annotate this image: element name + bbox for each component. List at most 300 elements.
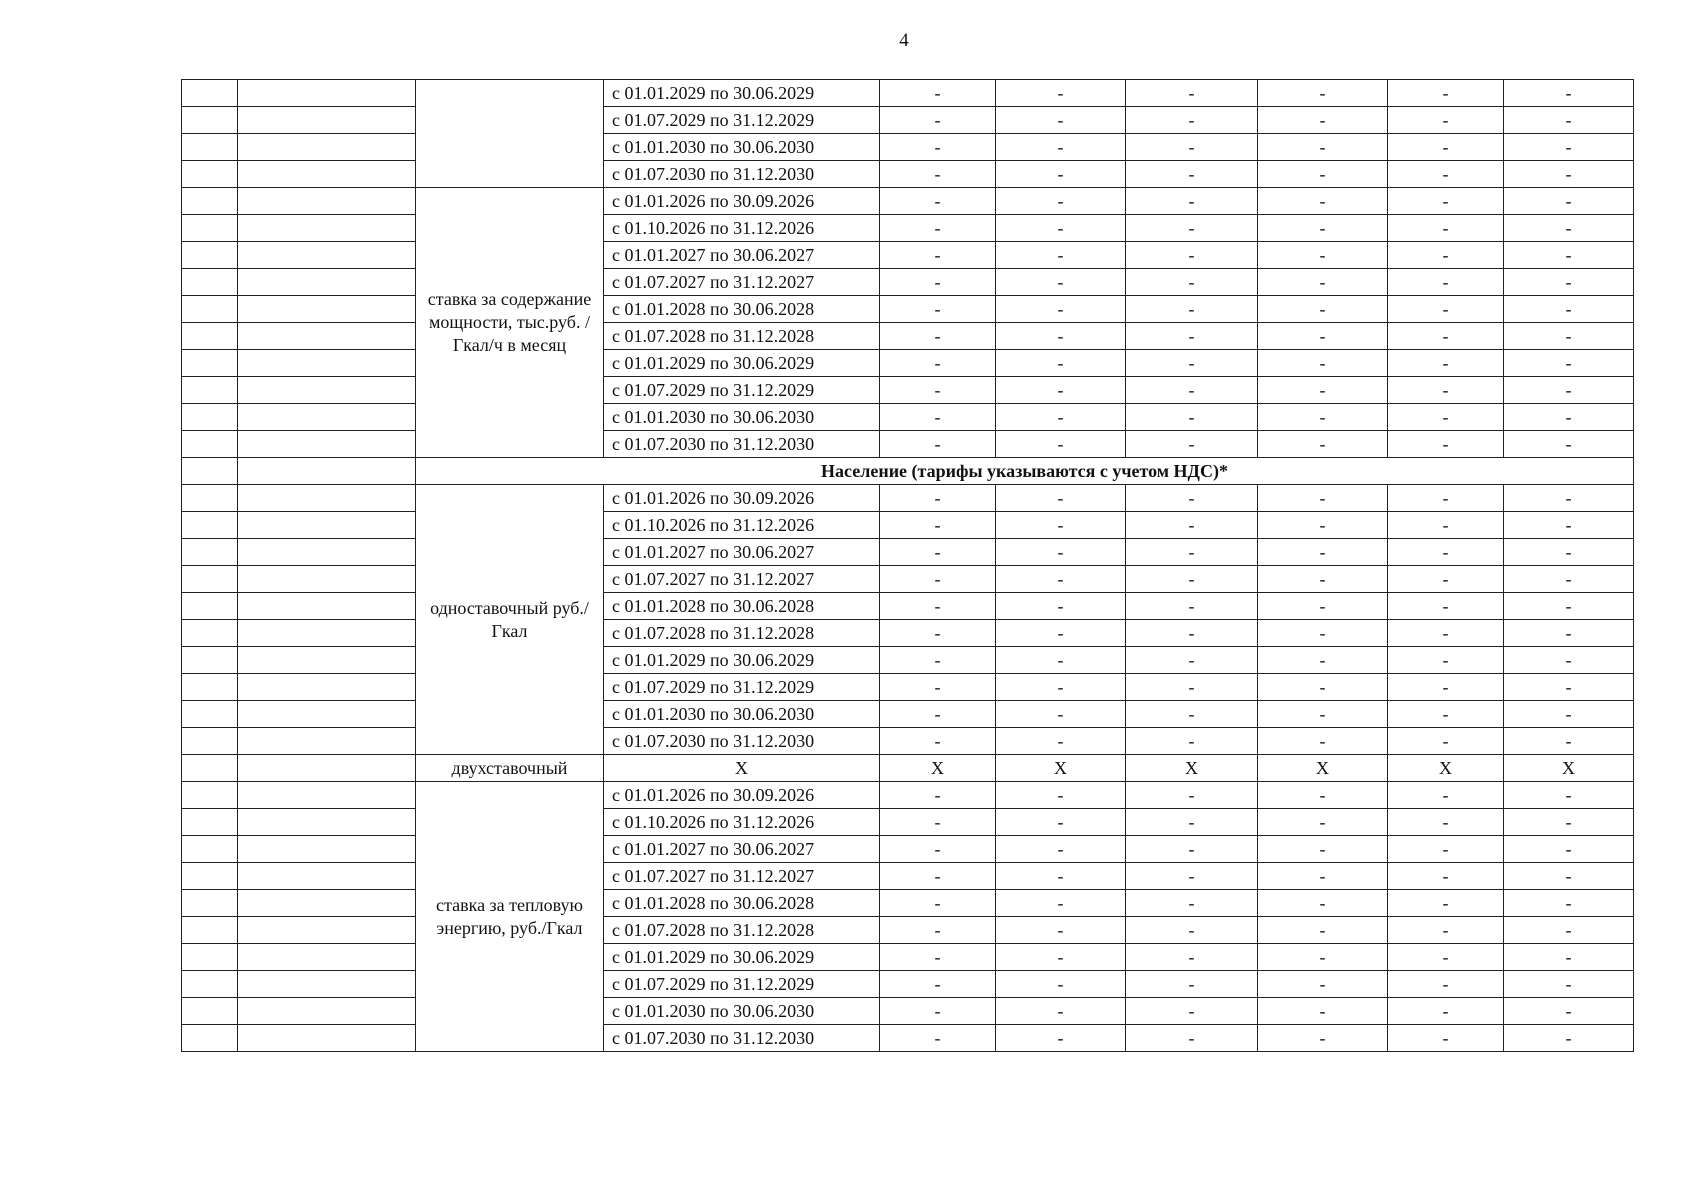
table-row: [182, 107, 1634, 134]
period-cell: с 01.01.2027 по 30.06.2027: [604, 242, 880, 269]
table-row: [182, 836, 1634, 863]
value-dash-cell: -: [1504, 377, 1634, 404]
value-dash-cell: -: [1126, 323, 1258, 350]
value-dash-cell: -: [1388, 431, 1504, 458]
value-dash-cell: -: [1388, 836, 1504, 863]
value-dash-cell: -: [1126, 863, 1258, 890]
value-dash-cell: -: [1126, 512, 1258, 539]
value-dash-cell: -: [1258, 944, 1388, 971]
organization-cell: [238, 998, 416, 1025]
period-cell: с 01.07.2028 по 31.12.2028: [604, 620, 880, 647]
value-dash-cell: -: [1258, 296, 1388, 323]
organization-cell: [238, 971, 416, 998]
value-dash-cell: -: [1258, 134, 1388, 161]
row-number-cell: [182, 728, 238, 755]
period-cell: с 01.01.2029 по 30.06.2029: [604, 80, 880, 107]
value-dash-cell: -: [1504, 863, 1634, 890]
value-dash-cell: -: [1504, 836, 1634, 863]
value-dash-cell: -: [1388, 1025, 1504, 1052]
organization-cell: [238, 188, 416, 215]
row-number-cell: [182, 431, 238, 458]
value-dash-cell: -: [996, 917, 1126, 944]
value-dash-cell: -: [1126, 80, 1258, 107]
row-number-cell: [182, 944, 238, 971]
value-dash-cell: -: [1388, 215, 1504, 242]
value-dash-cell: -: [880, 890, 996, 917]
row-number-cell: [182, 863, 238, 890]
section-title: Население (тарифы указываются с учетом НДС)*: [416, 458, 1634, 485]
value-dash-cell: -: [1126, 620, 1258, 647]
table-row: [182, 80, 1634, 107]
value-dash-cell: -: [880, 80, 996, 107]
two-rate-row: [182, 755, 1634, 782]
value-dash-cell: -: [880, 674, 996, 701]
value-dash-cell: -: [1504, 512, 1634, 539]
value-dash-cell: -: [1258, 269, 1388, 296]
value-dash-cell: -: [1504, 890, 1634, 917]
table-row: [182, 242, 1634, 269]
row-number-cell: [182, 296, 238, 323]
period-cell: с 01.07.2027 по 31.12.2027: [604, 863, 880, 890]
value-dash-cell: -: [1504, 944, 1634, 971]
rate-label-heat-energy: ставка за тепловую энергию, руб./Гкал: [416, 782, 604, 1052]
period-cell: с 01.01.2029 по 30.06.2029: [604, 944, 880, 971]
period-cell: с 01.07.2029 по 31.12.2029: [604, 107, 880, 134]
value-dash-cell: -: [996, 377, 1126, 404]
value-dash-cell: -: [1388, 350, 1504, 377]
value-dash-cell: -: [880, 323, 996, 350]
period-cell: с 01.07.2029 по 31.12.2029: [604, 674, 880, 701]
table-row: [182, 647, 1634, 674]
organization-cell: [238, 242, 416, 269]
table-row: [182, 296, 1634, 323]
value-dash-cell: -: [1258, 863, 1388, 890]
table-row: [182, 971, 1634, 998]
value-dash-cell: -: [996, 161, 1126, 188]
value-dash-cell: -: [996, 944, 1126, 971]
organization-cell: [238, 458, 416, 485]
table-row: [182, 782, 1634, 809]
value-dash-cell: -: [1504, 1025, 1634, 1052]
organization-cell: [238, 107, 416, 134]
value-dash-cell: -: [1388, 269, 1504, 296]
organization-cell: [238, 647, 416, 674]
row-number-cell: [182, 512, 238, 539]
value-dash-cell: -: [1126, 269, 1258, 296]
value-dash-cell: -: [1504, 269, 1634, 296]
row-number-cell: [182, 593, 238, 620]
x-mark-cell: X: [1126, 755, 1258, 782]
value-dash-cell: -: [996, 350, 1126, 377]
value-dash-cell: -: [996, 323, 1126, 350]
x-mark-cell: X: [1504, 755, 1634, 782]
value-dash-cell: -: [1126, 998, 1258, 1025]
value-dash-cell: -: [880, 350, 996, 377]
row-number-cell: [182, 107, 238, 134]
value-dash-cell: -: [996, 404, 1126, 431]
organization-cell: [238, 323, 416, 350]
x-mark-cell: X: [604, 755, 880, 782]
value-dash-cell: -: [1126, 1025, 1258, 1052]
tariff-table: [181, 79, 1634, 1052]
table-row: [182, 566, 1634, 593]
table-row: [182, 593, 1634, 620]
value-dash-cell: -: [996, 593, 1126, 620]
row-number-cell: [182, 539, 238, 566]
value-dash-cell: -: [1504, 701, 1634, 728]
value-dash-cell: -: [1126, 404, 1258, 431]
row-number-cell: [182, 836, 238, 863]
value-dash-cell: -: [996, 782, 1126, 809]
rate-label-capacity: ставка за содержание мощности, тыс.руб. /Гкал/ч в месяц: [416, 188, 604, 458]
value-dash-cell: -: [880, 377, 996, 404]
value-dash-cell: -: [1388, 971, 1504, 998]
value-dash-cell: -: [1388, 917, 1504, 944]
value-dash-cell: -: [996, 188, 1126, 215]
value-dash-cell: -: [1504, 431, 1634, 458]
value-dash-cell: -: [1504, 782, 1634, 809]
value-dash-cell: -: [1258, 512, 1388, 539]
value-dash-cell: -: [880, 134, 996, 161]
row-number-cell: [182, 566, 238, 593]
value-dash-cell: -: [1388, 890, 1504, 917]
organization-cell: [238, 215, 416, 242]
row-number-cell: [182, 350, 238, 377]
value-dash-cell: -: [1388, 323, 1504, 350]
period-cell: с 01.07.2029 по 31.12.2029: [604, 971, 880, 998]
period-cell: с 01.01.2026 по 30.09.2026: [604, 485, 880, 512]
value-dash-cell: -: [1388, 188, 1504, 215]
value-dash-cell: -: [1388, 539, 1504, 566]
value-dash-cell: -: [880, 701, 996, 728]
page-number: 4: [899, 30, 909, 51]
row-number-cell: [182, 1025, 238, 1052]
row-number-cell: [182, 782, 238, 809]
section-header-row: [182, 458, 1634, 485]
table-row: [182, 944, 1634, 971]
period-cell: с 01.01.2028 по 30.06.2028: [604, 296, 880, 323]
table-row: [182, 539, 1634, 566]
x-mark-cell: X: [996, 755, 1126, 782]
organization-cell: [238, 620, 416, 647]
rate-label-single: одноставочный руб./Гкал: [416, 485, 604, 755]
organization-cell: [238, 377, 416, 404]
value-dash-cell: -: [996, 620, 1126, 647]
row-number-cell: [182, 269, 238, 296]
value-dash-cell: -: [1126, 350, 1258, 377]
row-number-cell: [182, 917, 238, 944]
value-dash-cell: -: [1126, 809, 1258, 836]
row-number-cell: [182, 377, 238, 404]
value-dash-cell: -: [1504, 296, 1634, 323]
x-mark-cell: X: [880, 755, 996, 782]
value-dash-cell: -: [1258, 728, 1388, 755]
organization-cell: [238, 485, 416, 512]
period-cell: с 01.01.2027 по 30.06.2027: [604, 836, 880, 863]
value-dash-cell: -: [996, 998, 1126, 1025]
value-dash-cell: -: [1504, 485, 1634, 512]
table-row: [182, 1025, 1634, 1052]
value-dash-cell: -: [880, 485, 996, 512]
value-dash-cell: -: [996, 728, 1126, 755]
value-dash-cell: -: [880, 836, 996, 863]
value-dash-cell: -: [1388, 80, 1504, 107]
value-dash-cell: -: [1388, 620, 1504, 647]
table-row: [182, 188, 1634, 215]
organization-cell: [238, 836, 416, 863]
value-dash-cell: -: [996, 80, 1126, 107]
value-dash-cell: -: [1126, 296, 1258, 323]
value-dash-cell: -: [996, 809, 1126, 836]
value-dash-cell: -: [1388, 377, 1504, 404]
period-cell: с 01.01.2030 по 30.06.2030: [604, 404, 880, 431]
table-row: [182, 917, 1634, 944]
value-dash-cell: -: [1504, 161, 1634, 188]
value-dash-cell: -: [996, 701, 1126, 728]
value-dash-cell: -: [880, 647, 996, 674]
table-row: [182, 863, 1634, 890]
value-dash-cell: -: [1388, 134, 1504, 161]
value-dash-cell: -: [1258, 80, 1388, 107]
x-mark-cell: X: [1258, 755, 1388, 782]
value-dash-cell: -: [1388, 782, 1504, 809]
value-dash-cell: -: [880, 296, 996, 323]
row-number-cell: [182, 971, 238, 998]
period-cell: с 01.01.2026 по 30.09.2026: [604, 782, 880, 809]
organization-cell: [238, 404, 416, 431]
value-dash-cell: -: [1258, 377, 1388, 404]
period-cell: с 01.07.2030 по 31.12.2030: [604, 1025, 880, 1052]
value-dash-cell: -: [1388, 647, 1504, 674]
table-row: [182, 269, 1634, 296]
rate-label-two: двухставочный: [416, 755, 604, 782]
value-dash-cell: -: [880, 593, 996, 620]
value-dash-cell: -: [996, 566, 1126, 593]
period-cell: с 01.01.2030 по 30.06.2030: [604, 134, 880, 161]
value-dash-cell: -: [1126, 188, 1258, 215]
organization-cell: [238, 134, 416, 161]
value-dash-cell: -: [880, 566, 996, 593]
row-number-cell: [182, 755, 238, 782]
value-dash-cell: -: [1258, 161, 1388, 188]
value-dash-cell: -: [1126, 647, 1258, 674]
value-dash-cell: -: [880, 917, 996, 944]
period-cell: с 01.01.2028 по 30.06.2028: [604, 593, 880, 620]
table-row: [182, 404, 1634, 431]
value-dash-cell: -: [996, 863, 1126, 890]
value-dash-cell: -: [1388, 107, 1504, 134]
value-dash-cell: -: [880, 404, 996, 431]
value-dash-cell: -: [1388, 242, 1504, 269]
value-dash-cell: -: [1388, 998, 1504, 1025]
period-cell: с 01.10.2026 по 31.12.2026: [604, 809, 880, 836]
value-dash-cell: -: [1258, 890, 1388, 917]
value-dash-cell: -: [880, 107, 996, 134]
table-row: [182, 134, 1634, 161]
period-cell: с 01.01.2027 по 30.06.2027: [604, 539, 880, 566]
value-dash-cell: -: [1126, 161, 1258, 188]
row-number-cell: [182, 890, 238, 917]
organization-cell: [238, 944, 416, 971]
value-dash-cell: -: [1504, 188, 1634, 215]
value-dash-cell: -: [1126, 890, 1258, 917]
value-dash-cell: -: [1504, 539, 1634, 566]
row-number-cell: [182, 188, 238, 215]
value-dash-cell: -: [1388, 674, 1504, 701]
value-dash-cell: -: [1126, 728, 1258, 755]
value-dash-cell: -: [1126, 917, 1258, 944]
value-dash-cell: -: [1258, 188, 1388, 215]
period-cell: с 01.07.2028 по 31.12.2028: [604, 917, 880, 944]
value-dash-cell: -: [1388, 296, 1504, 323]
organization-cell: [238, 674, 416, 701]
table-row: [182, 350, 1634, 377]
value-dash-cell: -: [1126, 593, 1258, 620]
value-dash-cell: -: [1388, 728, 1504, 755]
value-dash-cell: -: [880, 431, 996, 458]
value-dash-cell: -: [1504, 134, 1634, 161]
value-dash-cell: -: [1388, 404, 1504, 431]
organization-cell: [238, 782, 416, 809]
table-row: [182, 431, 1634, 458]
value-dash-cell: -: [996, 296, 1126, 323]
value-dash-cell: -: [996, 242, 1126, 269]
organization-cell: [238, 566, 416, 593]
value-dash-cell: -: [880, 971, 996, 998]
value-dash-cell: -: [996, 215, 1126, 242]
value-dash-cell: -: [1258, 701, 1388, 728]
value-dash-cell: -: [1504, 404, 1634, 431]
rate-label-continued: [416, 80, 604, 188]
value-dash-cell: -: [1258, 485, 1388, 512]
value-dash-cell: -: [880, 944, 996, 971]
row-number-cell: [182, 647, 238, 674]
value-dash-cell: -: [996, 107, 1126, 134]
row-number-cell: [182, 161, 238, 188]
period-cell: с 01.07.2029 по 31.12.2029: [604, 377, 880, 404]
value-dash-cell: -: [1258, 323, 1388, 350]
value-dash-cell: -: [1126, 377, 1258, 404]
value-dash-cell: -: [1258, 620, 1388, 647]
row-number-cell: [182, 998, 238, 1025]
organization-cell: [238, 350, 416, 377]
row-number-cell: [182, 674, 238, 701]
value-dash-cell: -: [996, 431, 1126, 458]
value-dash-cell: -: [996, 485, 1126, 512]
x-mark-cell: X: [1388, 755, 1504, 782]
value-dash-cell: -: [1258, 647, 1388, 674]
value-dash-cell: -: [880, 620, 996, 647]
value-dash-cell: -: [996, 890, 1126, 917]
period-cell: с 01.10.2026 по 31.12.2026: [604, 512, 880, 539]
value-dash-cell: -: [1504, 998, 1634, 1025]
value-dash-cell: -: [1126, 107, 1258, 134]
value-dash-cell: -: [1258, 809, 1388, 836]
value-dash-cell: -: [1258, 782, 1388, 809]
value-dash-cell: -: [1504, 566, 1634, 593]
row-number-cell: [182, 80, 238, 107]
value-dash-cell: -: [880, 161, 996, 188]
value-dash-cell: -: [1504, 350, 1634, 377]
value-dash-cell: -: [1258, 998, 1388, 1025]
table-row: [182, 809, 1634, 836]
value-dash-cell: -: [1258, 971, 1388, 998]
value-dash-cell: -: [1388, 161, 1504, 188]
period-cell: с 01.10.2026 по 31.12.2026: [604, 215, 880, 242]
value-dash-cell: -: [1388, 512, 1504, 539]
value-dash-cell: -: [880, 863, 996, 890]
value-dash-cell: -: [1126, 539, 1258, 566]
value-dash-cell: -: [1258, 566, 1388, 593]
table-row: [182, 377, 1634, 404]
period-cell: с 01.07.2030 по 31.12.2030: [604, 431, 880, 458]
value-dash-cell: -: [1504, 647, 1634, 674]
value-dash-cell: -: [1258, 593, 1388, 620]
value-dash-cell: -: [1504, 620, 1634, 647]
value-dash-cell: -: [1126, 782, 1258, 809]
row-number-cell: [182, 215, 238, 242]
value-dash-cell: -: [1388, 863, 1504, 890]
value-dash-cell: -: [1126, 674, 1258, 701]
organization-cell: [238, 863, 416, 890]
organization-cell: [238, 728, 416, 755]
value-dash-cell: -: [996, 1025, 1126, 1052]
organization-cell: [238, 161, 416, 188]
value-dash-cell: -: [1126, 215, 1258, 242]
period-cell: с 01.01.2029 по 30.06.2029: [604, 647, 880, 674]
organization-cell: [238, 890, 416, 917]
row-number-cell: [182, 242, 238, 269]
row-number-cell: [182, 458, 238, 485]
value-dash-cell: -: [1258, 917, 1388, 944]
value-dash-cell: -: [1388, 566, 1504, 593]
table-row: [182, 998, 1634, 1025]
value-dash-cell: -: [996, 134, 1126, 161]
value-dash-cell: -: [880, 539, 996, 566]
value-dash-cell: -: [880, 512, 996, 539]
value-dash-cell: -: [880, 1025, 996, 1052]
value-dash-cell: -: [996, 971, 1126, 998]
value-dash-cell: -: [880, 242, 996, 269]
organization-cell: [238, 917, 416, 944]
table-row: [182, 215, 1634, 242]
value-dash-cell: -: [1258, 107, 1388, 134]
value-dash-cell: -: [1504, 323, 1634, 350]
table-row: [182, 890, 1634, 917]
value-dash-cell: -: [1258, 674, 1388, 701]
value-dash-cell: -: [1258, 431, 1388, 458]
value-dash-cell: -: [1388, 485, 1504, 512]
value-dash-cell: -: [880, 269, 996, 296]
table-row: [182, 323, 1634, 350]
value-dash-cell: -: [1504, 728, 1634, 755]
value-dash-cell: -: [1388, 944, 1504, 971]
value-dash-cell: -: [1388, 809, 1504, 836]
value-dash-cell: -: [1258, 1025, 1388, 1052]
value-dash-cell: -: [1126, 701, 1258, 728]
value-dash-cell: -: [880, 998, 996, 1025]
tariff-table-body: [182, 80, 1634, 1052]
value-dash-cell: -: [1126, 242, 1258, 269]
value-dash-cell: -: [1504, 674, 1634, 701]
table-row: [182, 485, 1634, 512]
value-dash-cell: -: [1504, 107, 1634, 134]
value-dash-cell: -: [880, 728, 996, 755]
row-number-cell: [182, 404, 238, 431]
value-dash-cell: -: [1258, 539, 1388, 566]
row-number-cell: [182, 323, 238, 350]
period-cell: с 01.01.2026 по 30.09.2026: [604, 188, 880, 215]
